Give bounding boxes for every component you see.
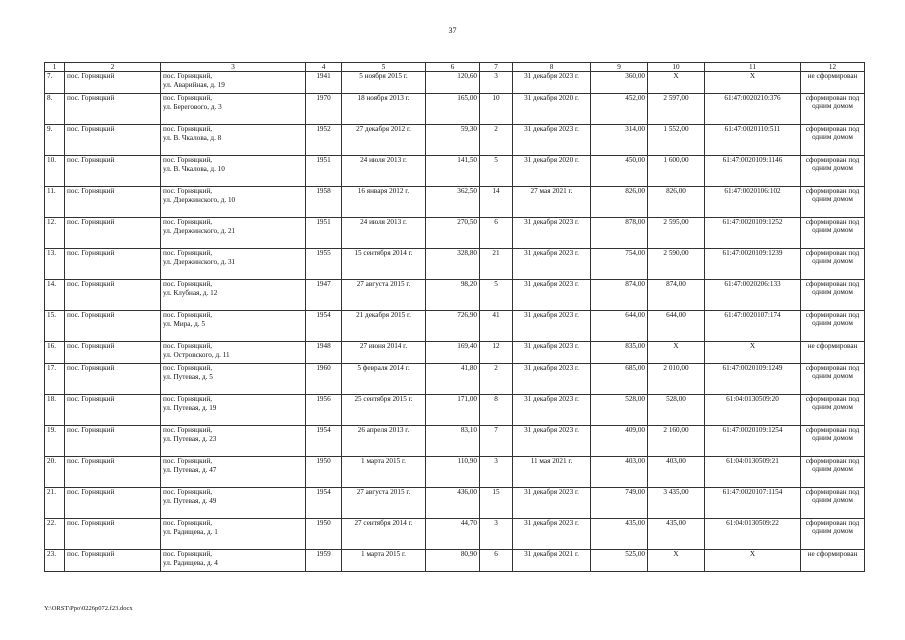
cadastral-number-cell: 61:04:0130509:21 xyxy=(705,457,801,488)
settlement-cell: пос. Горняцкий xyxy=(65,426,161,457)
address-line-settlement: пос. Горняцкий, xyxy=(163,550,213,558)
row-number-cell: 20. xyxy=(45,457,65,488)
row-number-cell: 8. xyxy=(45,94,65,125)
cadastral-number-cell: 61:47:0020109:1146 xyxy=(705,156,801,187)
area-cell: 436,00 xyxy=(426,488,480,519)
address-cell xyxy=(161,156,306,187)
year-cell: 1947 xyxy=(306,280,342,311)
year-cell: 1970 xyxy=(306,94,342,125)
area-cell: 120,60 xyxy=(426,72,480,94)
value-9-cell: 409,00 xyxy=(591,426,648,457)
address-line-settlement: пос. Горняцкий, xyxy=(163,519,213,527)
settlement-cell: пос. Горняцкий xyxy=(65,311,161,342)
value-10-cell: 2 595,00 xyxy=(648,218,705,249)
recognition-date-cell: 18 ноября 2013 г. xyxy=(342,94,426,125)
value-9-cell: 450,00 xyxy=(591,156,648,187)
table-row xyxy=(45,125,865,156)
recognition-date-cell: 27 сентября 2014 г. xyxy=(342,519,426,550)
deadline-cell: 31 декабря 2023 г. xyxy=(513,72,591,94)
residents-cell: 2 xyxy=(480,125,513,156)
land-status-cell: сформирован под одним домом xyxy=(801,187,865,218)
deadline-cell: 11 мая 2021 г. xyxy=(513,457,591,488)
table-row xyxy=(45,457,865,488)
land-status-cell: сформирован под одним домом xyxy=(801,395,865,426)
year-cell: 1954 xyxy=(306,426,342,457)
settlement-cell: пос. Горняцкий xyxy=(65,94,161,125)
cadastral-number-cell: 61:47:0020109:1252 xyxy=(705,218,801,249)
year-cell: 1950 xyxy=(306,457,342,488)
value-9-cell: 685,00 xyxy=(591,364,648,395)
area-cell: 270,50 xyxy=(426,218,480,249)
address-line-street: ул. Путевая, д. 5 xyxy=(163,372,213,381)
address-line-street: ул. Путевая, д. 19 xyxy=(163,403,217,412)
row-number-cell: 18. xyxy=(45,395,65,426)
row-number-cell: 16. xyxy=(45,342,65,364)
address-line-street: ул. Дзержинского, д. 10 xyxy=(163,195,236,204)
settlement-cell: пос. Горняцкий xyxy=(65,125,161,156)
row-number-cell: 13. xyxy=(45,249,65,280)
area-cell: 726,90 xyxy=(426,311,480,342)
recognition-date-cell: 5 ноября 2015 г. xyxy=(342,72,426,94)
value-9-cell: 749,00 xyxy=(591,488,648,519)
address-line-settlement: пос. Горняцкий, xyxy=(163,488,213,496)
address-line-street: ул. Радищева, д. 4 xyxy=(163,558,218,567)
column-number: 6 xyxy=(426,63,480,72)
column-number: 3 xyxy=(161,63,306,72)
value-9-cell: 878,00 xyxy=(591,218,648,249)
residents-cell: 6 xyxy=(480,550,513,572)
address-cell xyxy=(161,395,306,426)
year-cell: 1958 xyxy=(306,187,342,218)
address-line-settlement: пос. Горняцкий, xyxy=(163,311,213,319)
year-cell: 1952 xyxy=(306,125,342,156)
residents-cell: 7 xyxy=(480,426,513,457)
settlement-cell: пос. Горняцкий xyxy=(65,488,161,519)
row-number-cell: 22. xyxy=(45,519,65,550)
value-9-cell: 452,00 xyxy=(591,94,648,125)
deadline-cell: 31 декабря 2023 г. xyxy=(513,364,591,395)
cadastral-number-cell: 61:47:0020107:174 xyxy=(705,311,801,342)
settlement-cell: пос. Горняцкий xyxy=(65,187,161,218)
area-cell: 110,90 xyxy=(426,457,480,488)
row-number-cell: 7. xyxy=(45,72,65,94)
settlement-cell: пос. Горняцкий xyxy=(65,342,161,364)
residents-cell: 15 xyxy=(480,488,513,519)
value-10-cell: 644,00 xyxy=(648,311,705,342)
row-number-cell: 17. xyxy=(45,364,65,395)
address-line-settlement: пос. Горняцкий, xyxy=(163,364,213,372)
table-row xyxy=(45,342,865,364)
settlement-cell: пос. Горняцкий xyxy=(65,156,161,187)
area-cell: 165,00 xyxy=(426,94,480,125)
settlement-cell: пос. Горняцкий xyxy=(65,457,161,488)
cadastral-number-cell: X xyxy=(705,550,801,572)
table-row xyxy=(45,94,865,125)
value-9-cell: 314,00 xyxy=(591,125,648,156)
land-status-cell: сформирован под одним домом xyxy=(801,94,865,125)
settlement-cell: пос. Горняцкий xyxy=(65,519,161,550)
address-line-street: ул. В. Чкалова, д. 8 xyxy=(163,133,222,142)
column-number: 8 xyxy=(513,63,591,72)
table-row xyxy=(45,311,865,342)
deadline-cell: 27 мая 2021 г. xyxy=(513,187,591,218)
settlement-cell: пос. Горняцкий xyxy=(65,395,161,426)
address-cell xyxy=(161,218,306,249)
deadline-cell: 31 декабря 2020 г. xyxy=(513,94,591,125)
recognition-date-cell: 27 декабря 2012 г. xyxy=(342,125,426,156)
row-number-cell: 14. xyxy=(45,280,65,311)
cadastral-number-cell: 61:04:0130509:22 xyxy=(705,519,801,550)
recognition-date-cell: 1 марта 2015 г. xyxy=(342,457,426,488)
residents-cell: 21 xyxy=(480,249,513,280)
land-status-cell: сформирован под одним домом xyxy=(801,364,865,395)
area-cell: 80,90 xyxy=(426,550,480,572)
value-10-cell: 1 552,00 xyxy=(648,125,705,156)
area-cell: 141,50 xyxy=(426,156,480,187)
address-line-settlement: пос. Горняцкий, xyxy=(163,426,213,434)
cadastral-number-cell: 61:47:0020206:133 xyxy=(705,280,801,311)
table-row xyxy=(45,395,865,426)
address-line-settlement: пос. Горняцкий, xyxy=(163,156,213,164)
value-10-cell: 2 590,00 xyxy=(648,249,705,280)
address-cell xyxy=(161,550,306,572)
land-status-cell: сформирован под одним домом xyxy=(801,280,865,311)
year-cell: 1955 xyxy=(306,249,342,280)
value-9-cell: 525,00 xyxy=(591,550,648,572)
address-line-settlement: пос. Горняцкий, xyxy=(163,218,213,226)
residents-cell: 14 xyxy=(480,187,513,218)
year-cell: 1951 xyxy=(306,156,342,187)
column-number: 1 xyxy=(45,63,65,72)
address-line-street: ул. В. Чкалова, д. 10 xyxy=(163,164,225,173)
residents-cell: 3 xyxy=(480,457,513,488)
settlement-cell: пос. Горняцкий xyxy=(65,72,161,94)
recognition-date-cell: 21 декабря 2015 г. xyxy=(342,311,426,342)
address-line-street: ул. Аварийная, д. 19 xyxy=(163,80,225,89)
land-status-cell: сформирован под одним домом xyxy=(801,156,865,187)
table-row xyxy=(45,187,865,218)
value-10-cell: 435,00 xyxy=(648,519,705,550)
year-cell: 1948 xyxy=(306,342,342,364)
address-line-settlement: пос. Горняцкий, xyxy=(163,395,213,403)
table-row xyxy=(45,519,865,550)
land-status-cell: сформирован под одним домом xyxy=(801,488,865,519)
settlement-cell: пос. Горняцкий xyxy=(65,218,161,249)
value-10-cell: 3 435,00 xyxy=(648,488,705,519)
address-cell xyxy=(161,457,306,488)
residents-cell: 3 xyxy=(480,519,513,550)
value-10-cell: 2 597,00 xyxy=(648,94,705,125)
value-9-cell: 826,00 xyxy=(591,187,648,218)
deadline-cell: 31 декабря 2023 г. xyxy=(513,488,591,519)
value-10-cell: 826,00 xyxy=(648,187,705,218)
address-cell xyxy=(161,249,306,280)
land-status-cell: сформирован под одним домом xyxy=(801,457,865,488)
row-number-cell: 11. xyxy=(45,187,65,218)
deadline-cell: 31 декабря 2023 г. xyxy=(513,249,591,280)
row-number-cell: 12. xyxy=(45,218,65,249)
deadline-cell: 31 декабря 2023 г. xyxy=(513,342,591,364)
deadline-cell: 31 декабря 2020 г. xyxy=(513,156,591,187)
row-number-cell: 19. xyxy=(45,426,65,457)
year-cell: 1960 xyxy=(306,364,342,395)
address-line-settlement: пос. Горняцкий, xyxy=(163,280,213,288)
table-row xyxy=(45,364,865,395)
value-9-cell: 435,00 xyxy=(591,519,648,550)
address-line-settlement: пос. Горняцкий, xyxy=(163,249,213,257)
table-row xyxy=(45,156,865,187)
area-cell: 362,50 xyxy=(426,187,480,218)
value-10-cell: 528,00 xyxy=(648,395,705,426)
address-cell xyxy=(161,311,306,342)
table-row xyxy=(45,249,865,280)
deadline-cell: 31 декабря 2023 г. xyxy=(513,280,591,311)
address-line-street: ул. Радищева, д. 1 xyxy=(163,527,218,536)
address-line-street: ул. Мира, д. 5 xyxy=(163,319,205,328)
deadline-cell: 31 декабря 2021 г. xyxy=(513,550,591,572)
column-number: 9 xyxy=(591,63,648,72)
recognition-date-cell: 26 апреля 2013 г. xyxy=(342,426,426,457)
recognition-date-cell: 15 сентября 2014 г. xyxy=(342,249,426,280)
land-status-cell: сформирован под одним домом xyxy=(801,426,865,457)
land-status-cell: не сформирован xyxy=(801,550,865,572)
recognition-date-cell: 27 августа 2015 г. xyxy=(342,280,426,311)
cadastral-number-cell: X xyxy=(705,342,801,364)
address-line-street: ул. Путевая, д. 49 xyxy=(163,496,217,505)
address-line-street: ул. Дзержинского, д. 31 xyxy=(163,257,236,266)
footer-path: Y:\ORST\Ppo\0226p072.f23.docx xyxy=(44,605,133,612)
cadastral-number-cell: X xyxy=(705,72,801,94)
residents-cell: 3 xyxy=(480,72,513,94)
cadastral-number-cell: 61:04:0130509:20 xyxy=(705,395,801,426)
deadline-cell: 31 декабря 2023 г. xyxy=(513,311,591,342)
value-10-cell: 874,00 xyxy=(648,280,705,311)
cadastral-number-cell: 61:47:0020106:102 xyxy=(705,187,801,218)
table-row xyxy=(45,218,865,249)
year-cell: 1959 xyxy=(306,550,342,572)
residents-cell: 12 xyxy=(480,342,513,364)
column-number: 2 xyxy=(65,63,161,72)
recognition-date-cell: 5 февраля 2014 г. xyxy=(342,364,426,395)
row-number-cell: 10. xyxy=(45,156,65,187)
address-line-settlement: пос. Горняцкий, xyxy=(163,72,213,80)
recognition-date-cell: 24 июля 2013 г. xyxy=(342,156,426,187)
land-status-cell: сформирован под одним домом xyxy=(801,249,865,280)
address-line-settlement: пос. Горняцкий, xyxy=(163,187,213,195)
address-line-street: ул. Путевая, д. 47 xyxy=(163,465,217,474)
address-line-settlement: пос. Горняцкий, xyxy=(163,94,213,102)
deadline-cell: 31 декабря 2023 г. xyxy=(513,218,591,249)
address-cell xyxy=(161,280,306,311)
land-status-cell: сформирован под одним домом xyxy=(801,125,865,156)
value-10-cell: X xyxy=(648,72,705,94)
address-line-settlement: пос. Горняцкий, xyxy=(163,457,213,465)
residents-cell: 5 xyxy=(480,280,513,311)
address-line-street: ул. Клубная, д. 12 xyxy=(163,288,218,297)
cadastral-number-cell: 61:47:0020107:1154 xyxy=(705,488,801,519)
deadline-cell: 31 декабря 2023 г. xyxy=(513,125,591,156)
table-body xyxy=(45,63,865,572)
address-line-settlement: пос. Горняцкий, xyxy=(163,342,213,350)
value-9-cell: 874,00 xyxy=(591,280,648,311)
value-10-cell: X xyxy=(648,550,705,572)
value-9-cell: 360,00 xyxy=(591,72,648,94)
area-cell: 44,70 xyxy=(426,519,480,550)
residents-cell: 8 xyxy=(480,395,513,426)
year-cell: 1950 xyxy=(306,519,342,550)
land-status-cell: сформирован под одним домом xyxy=(801,519,865,550)
address-cell xyxy=(161,364,306,395)
cadastral-number-cell: 61:47:0020109:1249 xyxy=(705,364,801,395)
recognition-date-cell: 16 января 2012 г. xyxy=(342,187,426,218)
value-9-cell: 644,00 xyxy=(591,311,648,342)
column-number: 7 xyxy=(480,63,513,72)
address-line-street: ул. Островского, д. 11 xyxy=(163,350,230,359)
column-number: 5 xyxy=(342,63,426,72)
address-line-street: ул. Дзержинского, д. 21 xyxy=(163,226,236,235)
land-status-cell: не сформирован xyxy=(801,72,865,94)
area-cell: 83,10 xyxy=(426,426,480,457)
area-cell: 98,20 xyxy=(426,280,480,311)
row-number-cell: 23. xyxy=(45,550,65,572)
value-10-cell: X xyxy=(648,342,705,364)
address-cell xyxy=(161,72,306,94)
value-10-cell: 1 600,00 xyxy=(648,156,705,187)
area-cell: 328,80 xyxy=(426,249,480,280)
year-cell: 1941 xyxy=(306,72,342,94)
recognition-date-cell: 25 сентября 2015 г. xyxy=(342,395,426,426)
table-row xyxy=(45,426,865,457)
value-9-cell: 528,00 xyxy=(591,395,648,426)
address-line-street: ул. Путевая, д. 23 xyxy=(163,434,217,443)
area-cell: 59,30 xyxy=(426,125,480,156)
column-number: 12 xyxy=(801,63,865,72)
deadline-cell: 31 декабря 2023 г. xyxy=(513,395,591,426)
recognition-date-cell: 1 марта 2015 г. xyxy=(342,550,426,572)
row-number-cell: 15. xyxy=(45,311,65,342)
address-cell xyxy=(161,94,306,125)
row-number-cell: 21. xyxy=(45,488,65,519)
address-cell xyxy=(161,488,306,519)
residents-cell: 10 xyxy=(480,94,513,125)
deadline-cell: 31 декабря 2023 г. xyxy=(513,426,591,457)
residents-cell: 2 xyxy=(480,364,513,395)
area-cell: 41,80 xyxy=(426,364,480,395)
address-cell xyxy=(161,342,306,364)
housing-table xyxy=(44,62,865,572)
column-number: 4 xyxy=(306,63,342,72)
value-9-cell: 403,00 xyxy=(591,457,648,488)
column-number: 11 xyxy=(705,63,801,72)
settlement-cell: пос. Горняцкий xyxy=(65,364,161,395)
cadastral-number-cell: 61:47:0020110:511 xyxy=(705,125,801,156)
area-cell: 169,40 xyxy=(426,342,480,364)
page-number: 37 xyxy=(448,26,457,35)
year-cell: 1954 xyxy=(306,488,342,519)
table-row xyxy=(45,280,865,311)
deadline-cell: 31 декабря 2023 г. xyxy=(513,519,591,550)
year-cell: 1954 xyxy=(306,311,342,342)
area-cell: 171,00 xyxy=(426,395,480,426)
residents-cell: 41 xyxy=(480,311,513,342)
address-cell xyxy=(161,426,306,457)
address-cell xyxy=(161,187,306,218)
row-number-cell: 9. xyxy=(45,125,65,156)
table-row xyxy=(45,488,865,519)
cadastral-number-cell: 61:47:0020109:1254 xyxy=(705,426,801,457)
table-row xyxy=(45,72,865,94)
land-status-cell: сформирован под одним домом xyxy=(801,311,865,342)
land-status-cell: сформирован под одним домом xyxy=(801,218,865,249)
residents-cell: 6 xyxy=(480,218,513,249)
land-status-cell: не сформирован xyxy=(801,342,865,364)
value-10-cell: 2 160,00 xyxy=(648,426,705,457)
cadastral-number-cell: 61:47:0020210:376 xyxy=(705,94,801,125)
address-cell xyxy=(161,519,306,550)
address-line-street: ул. Берегового, д. 3 xyxy=(163,102,222,111)
year-cell: 1956 xyxy=(306,395,342,426)
value-10-cell: 2 010,00 xyxy=(648,364,705,395)
recognition-date-cell: 24 июля 2013 г. xyxy=(342,218,426,249)
residents-cell: 5 xyxy=(480,156,513,187)
address-cell xyxy=(161,125,306,156)
settlement-cell: пос. Горняцкий xyxy=(65,249,161,280)
cadastral-number-cell: 61:47:0020109:1239 xyxy=(705,249,801,280)
value-9-cell: 835,00 xyxy=(591,342,648,364)
table-row xyxy=(45,550,865,572)
column-number-row xyxy=(45,63,865,72)
value-10-cell: 403,00 xyxy=(648,457,705,488)
recognition-date-cell: 27 июня 2014 г. xyxy=(342,342,426,364)
recognition-date-cell: 27 августа 2015 г. xyxy=(342,488,426,519)
settlement-cell: пос. Горняцкий xyxy=(65,550,161,572)
column-number: 10 xyxy=(648,63,705,72)
value-9-cell: 754,00 xyxy=(591,249,648,280)
address-line-settlement: пос. Горняцкий, xyxy=(163,125,213,133)
settlement-cell: пос. Горняцкий xyxy=(65,280,161,311)
year-cell: 1951 xyxy=(306,218,342,249)
